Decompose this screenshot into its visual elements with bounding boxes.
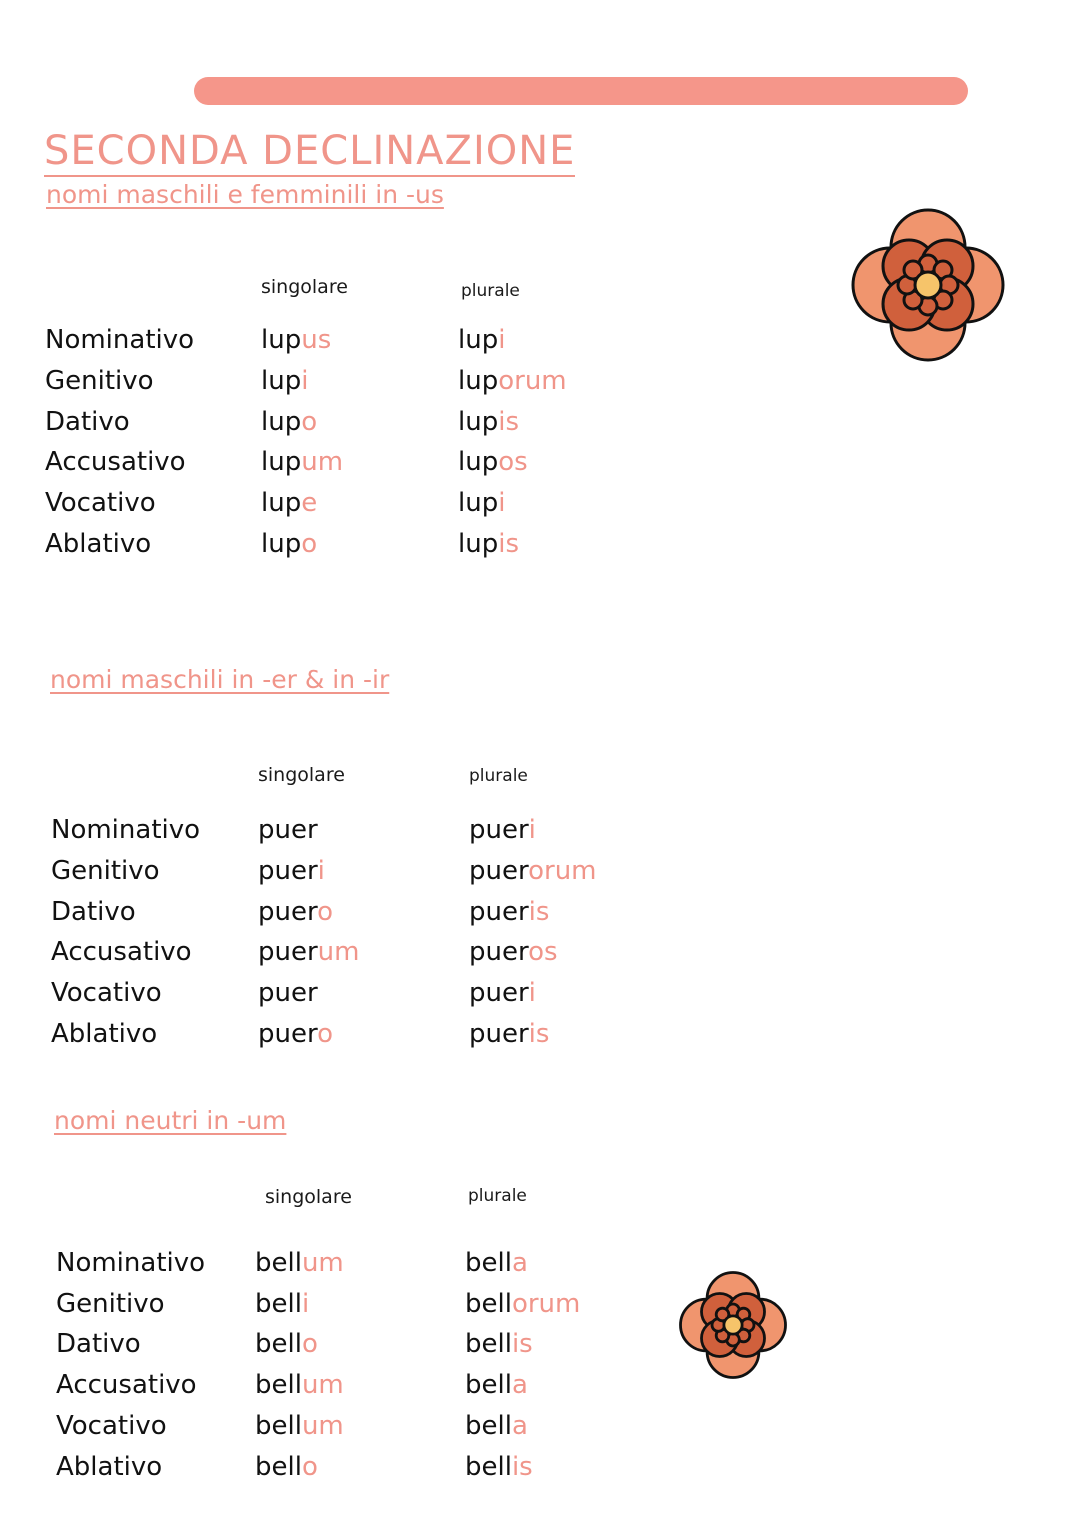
case-name: Dativo <box>45 407 130 437</box>
ending: i <box>528 978 536 1008</box>
plural-form <box>465 1406 528 1446</box>
ending: i <box>301 366 309 396</box>
case-name: Nominativo <box>56 1248 206 1278</box>
singular-form <box>261 361 308 401</box>
ending: is <box>511 1452 533 1482</box>
singular-form <box>258 973 318 1013</box>
ending: um <box>317 937 360 967</box>
ending: o <box>301 1452 318 1482</box>
ending: i <box>317 856 325 886</box>
stem: lup <box>261 488 302 518</box>
case-name: Ablativo <box>51 1019 158 1049</box>
ending: e <box>301 488 318 518</box>
singular-form <box>255 1284 309 1324</box>
singular-form <box>255 1406 344 1446</box>
singular-form <box>261 524 317 564</box>
plural-form <box>465 1365 528 1405</box>
stem: puer <box>258 815 318 845</box>
plural-form <box>469 810 536 850</box>
stem: puer <box>469 937 529 967</box>
case-name: Vocativo <box>51 978 162 1008</box>
top-decorative-bar <box>194 77 968 105</box>
column-header-plural: plurale <box>461 281 520 301</box>
stem: puer <box>469 897 529 927</box>
case-name: Dativo <box>51 897 136 927</box>
ending: i <box>498 488 506 518</box>
ending: a <box>511 1411 528 1441</box>
ending: um <box>301 447 344 477</box>
stem: bell <box>465 1370 512 1400</box>
stem: lup <box>261 325 302 355</box>
flower-icon <box>677 1269 789 1381</box>
case-name: Accusativo <box>56 1370 197 1400</box>
stem: bell <box>465 1329 512 1359</box>
singular-form <box>255 1324 318 1364</box>
singular-form <box>258 810 318 850</box>
plural-form <box>458 361 567 401</box>
stem: lup <box>458 407 499 437</box>
plural-form <box>469 973 536 1013</box>
stem: bell <box>465 1452 512 1482</box>
stem: puer <box>258 1019 318 1049</box>
stem: lup <box>458 325 499 355</box>
stem: lup <box>458 447 499 477</box>
plural-form <box>465 1324 533 1364</box>
ending: is <box>528 897 550 927</box>
ending: os <box>528 937 558 967</box>
ending: i <box>301 1289 310 1319</box>
case-name: Dativo <box>56 1329 141 1359</box>
stem: puer <box>469 815 529 845</box>
column-header-singular: singolare <box>261 276 348 298</box>
ending: o <box>317 897 334 927</box>
stem: lup <box>261 366 302 396</box>
singular-form <box>255 1243 344 1283</box>
stem: lup <box>261 407 302 437</box>
section-subtitle: nomi maschili e femminili in -us <box>46 180 444 209</box>
ending: a <box>511 1370 528 1400</box>
case-name: Genitivo <box>56 1289 165 1319</box>
singular-form <box>258 1014 333 1054</box>
singular-form <box>258 851 325 891</box>
stem: puer <box>469 978 529 1008</box>
plural-form <box>458 483 505 523</box>
ending: orum <box>498 366 567 396</box>
case-name: Ablativo <box>56 1452 163 1482</box>
stem: puer <box>469 856 529 886</box>
flower-icon <box>848 205 1008 365</box>
case-name: Accusativo <box>45 447 186 477</box>
stem: puer <box>258 856 318 886</box>
case-name: Genitivo <box>51 856 160 886</box>
ending: um <box>301 1248 344 1278</box>
ending: i <box>528 815 536 845</box>
singular-form <box>261 320 331 360</box>
case-name: Ablativo <box>45 529 152 559</box>
plural-form <box>465 1243 528 1283</box>
singular-form <box>255 1365 344 1405</box>
stem: puer <box>258 937 318 967</box>
singular-form <box>258 892 333 932</box>
plural-form <box>469 1014 549 1054</box>
case-name: Vocativo <box>45 488 156 518</box>
stem: bell <box>465 1289 512 1319</box>
ending: os <box>498 447 528 477</box>
ending: orum <box>511 1289 581 1319</box>
stem: lup <box>458 366 499 396</box>
ending: o <box>317 1019 334 1049</box>
section-subtitle: nomi maschili in -er & in -ir <box>50 665 390 694</box>
ending: is <box>498 529 519 559</box>
plural-form <box>458 320 505 360</box>
case-name: Accusativo <box>51 937 192 967</box>
ending: us <box>301 325 332 355</box>
section-subtitle: nomi neutri in -um <box>54 1106 287 1135</box>
column-header-plural: plurale <box>468 1186 527 1206</box>
plural-form <box>465 1447 533 1487</box>
plural-form <box>458 402 519 442</box>
column-header-singular: singolare <box>265 1186 352 1208</box>
case-name: Nominativo <box>45 325 195 355</box>
stem: bell <box>255 1370 302 1400</box>
stem: puer <box>258 897 318 927</box>
plural-form <box>465 1284 580 1324</box>
plural-form <box>458 524 519 564</box>
ending: um <box>301 1411 344 1441</box>
singular-form <box>261 483 317 523</box>
ending: a <box>511 1248 528 1278</box>
plural-form <box>458 442 528 482</box>
case-name: Genitivo <box>45 366 154 396</box>
singular-form <box>261 442 343 482</box>
stem: puer <box>469 1019 529 1049</box>
case-name: Nominativo <box>51 815 201 845</box>
ending: is <box>498 407 519 437</box>
stem: bell <box>465 1411 512 1441</box>
ending: o <box>301 1329 318 1359</box>
ending: is <box>528 1019 550 1049</box>
stem: puer <box>258 978 318 1008</box>
stem: bell <box>255 1329 302 1359</box>
case-name: Vocativo <box>56 1411 167 1441</box>
ending: orum <box>528 856 597 886</box>
ending: is <box>511 1329 533 1359</box>
stem: bell <box>255 1248 302 1278</box>
column-header-singular: singolare <box>258 764 345 786</box>
plural-form <box>469 932 558 972</box>
stem: bell <box>255 1452 302 1482</box>
stem: lup <box>261 529 302 559</box>
singular-form <box>255 1447 318 1487</box>
ending: um <box>301 1370 344 1400</box>
page-title: SECONDA DECLINAZIONE <box>44 128 575 177</box>
stem: bell <box>255 1411 302 1441</box>
plural-form <box>469 851 597 891</box>
ending: i <box>498 325 506 355</box>
ending: o <box>301 529 318 559</box>
ending: o <box>301 407 318 437</box>
stem: bell <box>255 1289 302 1319</box>
singular-form <box>261 402 317 442</box>
singular-form <box>258 932 359 972</box>
stem: lup <box>458 488 499 518</box>
stem: bell <box>465 1248 512 1278</box>
column-header-plural: plurale <box>469 766 528 786</box>
plural-form <box>469 892 549 932</box>
stem: lup <box>261 447 302 477</box>
stem: lup <box>458 529 499 559</box>
